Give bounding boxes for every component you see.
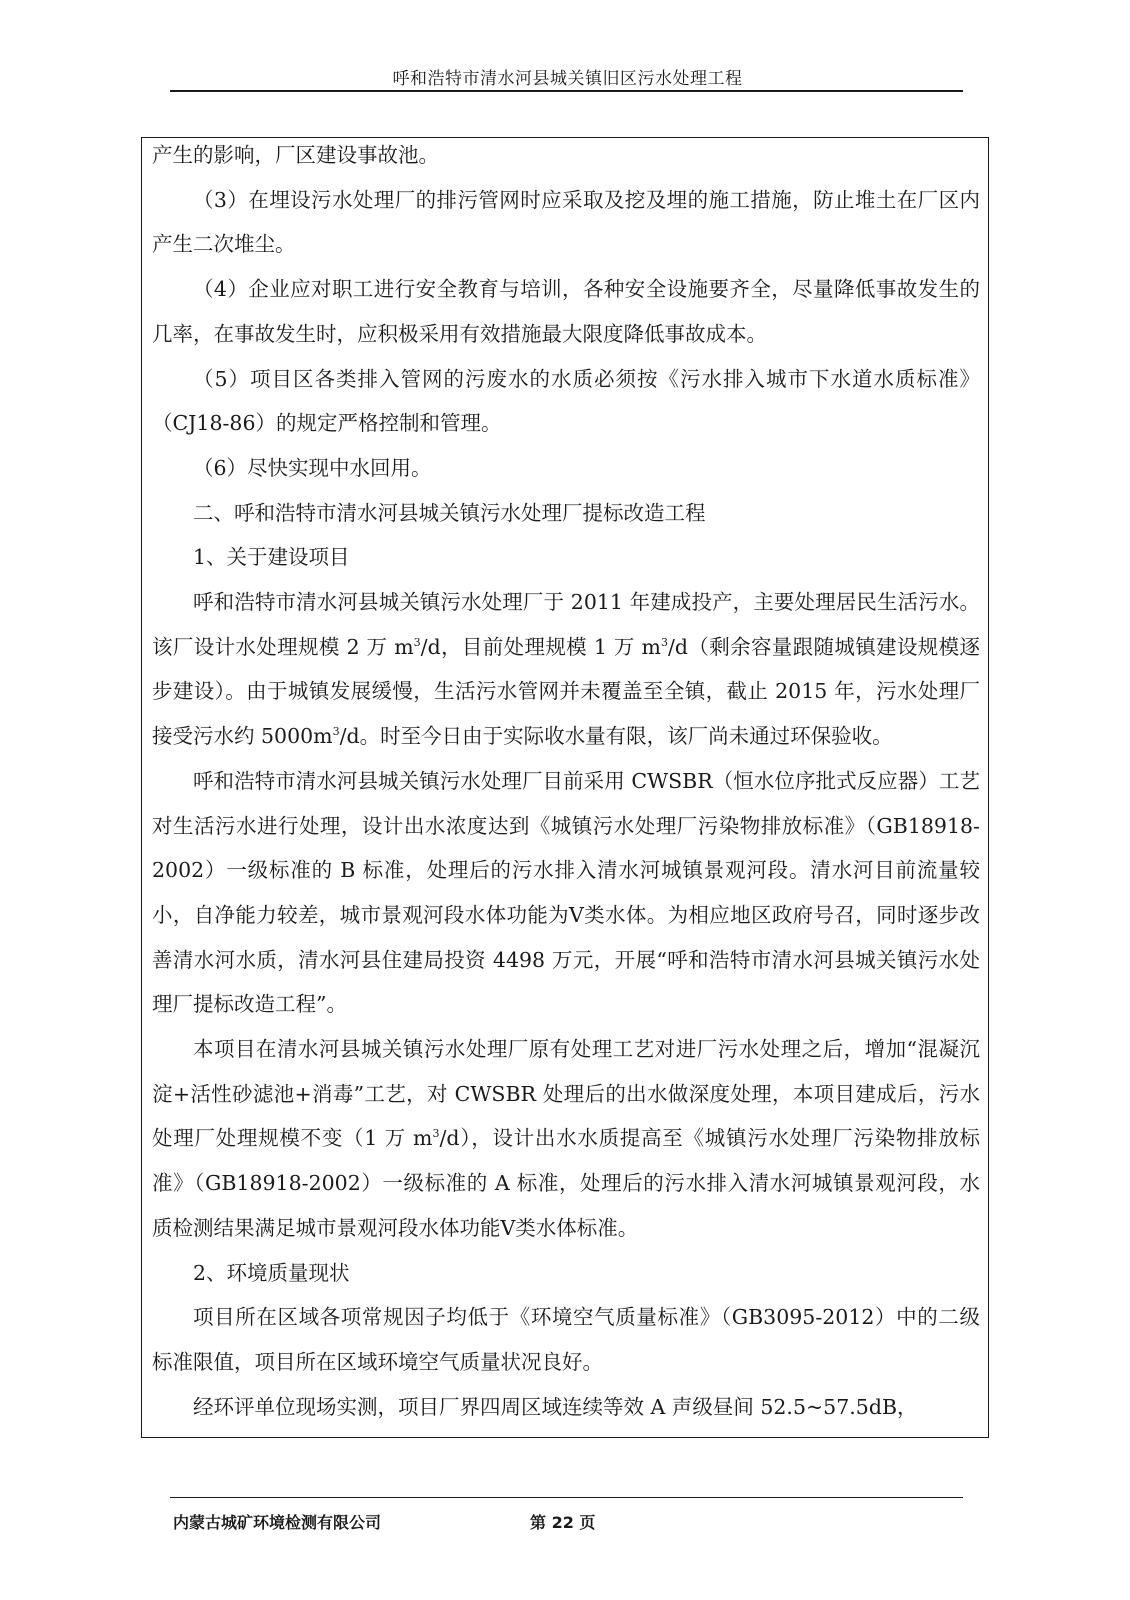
header-rule [170,90,963,92]
superscript: 3 [661,635,668,649]
text-run: /d，目前处理规模 1 万 m [420,634,661,659]
superscript: 3 [432,1127,440,1141]
superscript: 3 [413,635,421,649]
footer-rule [170,1497,963,1498]
paragraph-process: 呼和浩特市清水河县城关镇污水处理厂目前采用 CWSBR（恒水位序批式反应器）工艺对生活污水进行处理，设计出水浓度达到《城镇污水处理厂污染物排放标准》（GB18918-2002）一级标准的 B 标准，处理后的污水排入清水河城镇景观河段。清水河目前流量较小，自净能力较差，城市景观河段水体功能为Ⅴ类水体。为相应地区政府号召，同时逐步改善清水河水质，清水河县住建局投资 4498 万元，开展“呼和浩特市清水河县城关镇污水处理厂提标改造工程”。 [152,768,980,1017]
paragraph-5: （6）尽快实现中水回用。 [193,455,432,480]
superscript: 3 [332,725,340,739]
text-run: /d），设计出水水质提高至《城镇污水处理厂污染物排放标准》（GB18918-2002）一级标准的 A 标准，处理后的污水排入清水河城镇景观河段，水质检测结果满足城市景观河段水体功能Ⅴ类水体标准。 [152,1126,981,1240]
text-run: /d（剩余容量跟随城镇建设规模逐步建设）。由于城镇发展缓慢，生活污水管网并未覆盖至全镇，截止 2015 年，污水处理厂接受污水约 5000m [152,634,981,749]
paragraph-air-quality: 项目所在区域各项常规因子均低于《环境空气质量标准》（GB3095-2012）中的二级标准限值，项目所在区域环境空气质量状况良好。 [152,1305,980,1374]
paragraph-1: 产生的影响，厂区建设事故池。 [152,143,439,167]
section-heading: 二、呼和浩特市清水河县城关镇污水处理厂提标改造工程 [193,500,706,525]
footer-company: 内蒙古城矿环境检测有限公司 [173,1513,382,1532]
paragraph-2: （3）在埋设污水处理厂的排污管网时应采取及挖及埋的施工措施，防止堆土在厂区内产生二次堆尘。 [152,187,980,257]
text-run: 呼和浩特市清水河县城关镇污水处理厂于 2011 年建成投产，主要处理居民生活污水。该厂设计水处理规模 2 万 m [152,590,980,659]
paragraph-noise: 经环评单位现场实测，项目厂界四周区域连续等效 A 声级昼间 52.5~57.5dB， [193,1394,918,1419]
document-body [152,133,980,1429]
paragraph-project-intro [152,580,980,759]
text-run: 本项目在清水河县城关镇污水处理厂原有处理工艺对进厂污水处理之后，增加“混凝沉淀+活性砂滤池+消毒”工艺，对 CWSBR 处理后的出水做深度处理，本项目建成后，污水处理厂处理规模不变（1 万 m [152,1037,980,1151]
paragraph-4: （5）项目区各类排入管网的污废水的水质必须按《污水排入城市下水道水质标准》（CJ18-86）的规定严格控制和管理。 [152,366,980,436]
page-number: 第 22 页 [530,1513,596,1532]
paragraph-3: （4）企业应对职工进行安全教育与培训，各种安全设施要齐全，尽量降低事故发生的几率，在事故发生时，应积极采用有效措施最大限度降低事故成本。 [152,277,980,346]
subsection-heading-2: 2、环境质量现状 [193,1260,350,1285]
text-run: /d。时至今日由于实际收水量有限，该厂尚未通过环保验收。 [339,724,893,749]
paragraph-upgrade [152,1027,980,1251]
header-title: 呼和浩特市清水河县城关镇旧区污水处理工程 [392,69,743,89]
subsection-heading-1: 1、关于建设项目 [193,545,350,570]
